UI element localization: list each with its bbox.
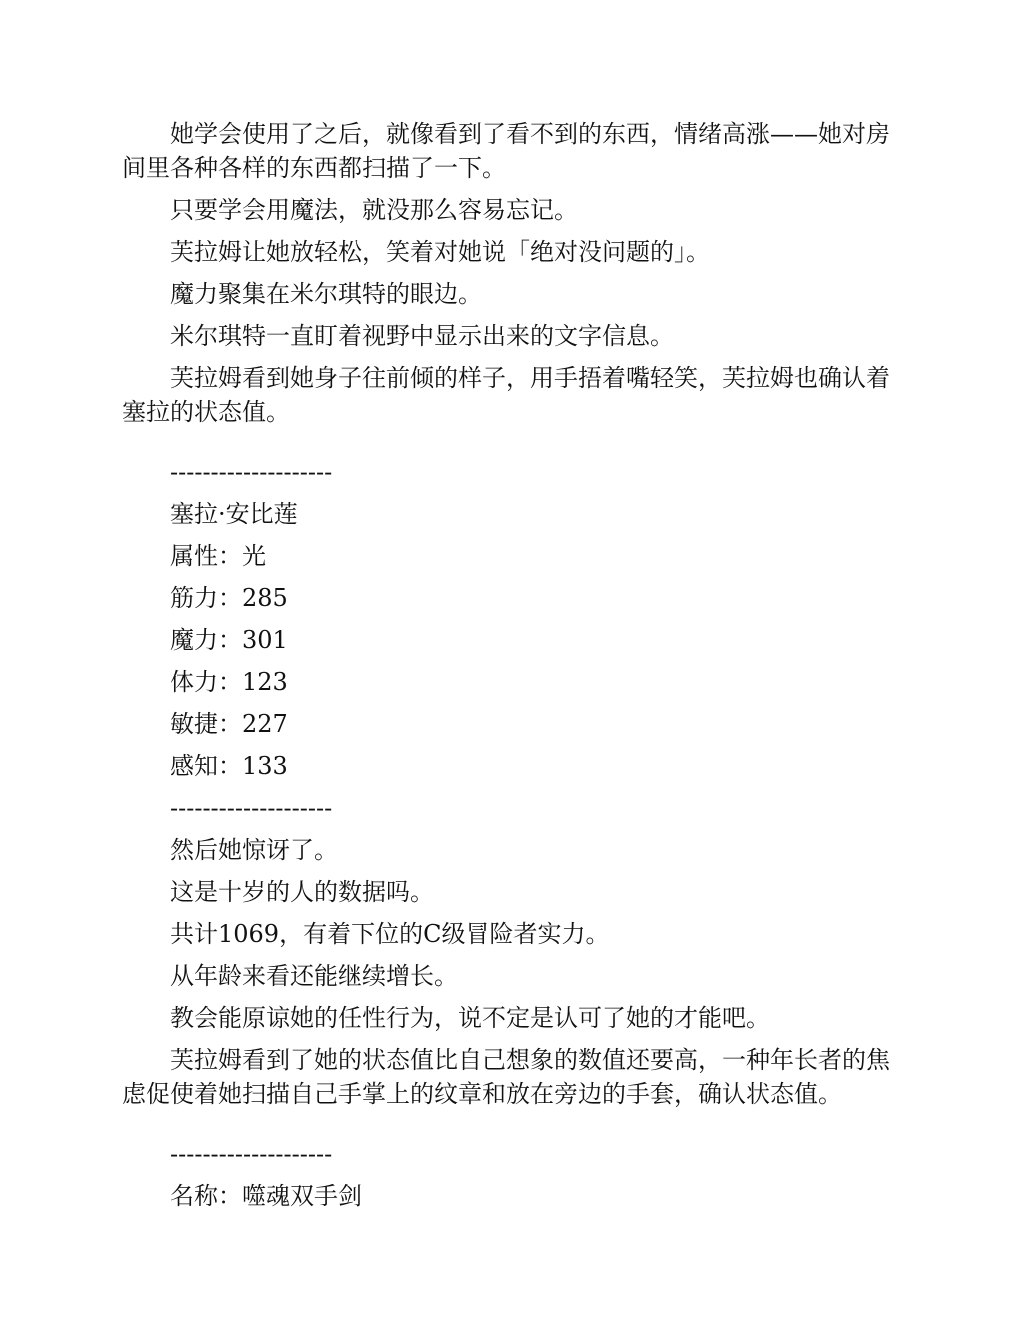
status-name: 塞拉·安比莲 (170, 500, 298, 528)
separator-3: -------------------- (170, 1140, 333, 1168)
paragraph-1: 她学会使用了之后，就像看到了看不到的东西，情绪高涨——她对房间里各种各样的东西都扫描了一下。 (122, 120, 890, 182)
paragraph-5: 米尔琪特一直盯着视野中显示出来的文字信息。 (170, 322, 674, 350)
paragraph-6: 芙拉姆看到她身子往前倾的样子，用手捂着嘴轻笑，芙拉姆也确认着塞拉的状态值。 (122, 364, 890, 426)
paragraph-12: 芙拉姆看到了她的状态值比自己想象的数值还要高，一种年长者的焦虑促使着她扫描自己手掌上的纹章和放在旁边的手套，确认状态值。 (122, 1046, 890, 1108)
status-magic: 魔力：301 (170, 626, 288, 654)
status-stamina: 体力：123 (170, 668, 288, 696)
paragraph-10: 从年龄来看还能继续增长。 (170, 962, 458, 990)
paragraph-8: 这是十岁的人的数据吗。 (170, 878, 434, 906)
paragraph-2: 只要学会用魔法，就没那么容易忘记。 (170, 196, 578, 224)
separator-1: -------------------- (170, 458, 333, 486)
paragraph-4: 魔力聚集在米尔琪特的眼边。 (170, 280, 482, 308)
status-agility: 敏捷：227 (170, 710, 288, 738)
status-perception: 感知：133 (170, 752, 288, 780)
paragraph-3: 芙拉姆让她放轻松，笑着对她说「绝对没问题的」。 (170, 238, 710, 266)
status-attribute: 属性：光 (170, 542, 266, 570)
paragraph-7: 然后她惊讶了。 (170, 836, 338, 864)
paragraph-11: 教会能原谅她的任性行为，说不定是认可了她的才能吧。 (170, 1004, 770, 1032)
document-page (122, 117, 898, 1213)
item-name: 名称：噬魂双手剑 (170, 1182, 362, 1210)
status-strength: 筋力：285 (170, 584, 288, 612)
paragraph-9: 共计1069，有着下位的C级冒险者实力。 (170, 920, 610, 948)
separator-2: -------------------- (170, 794, 333, 822)
